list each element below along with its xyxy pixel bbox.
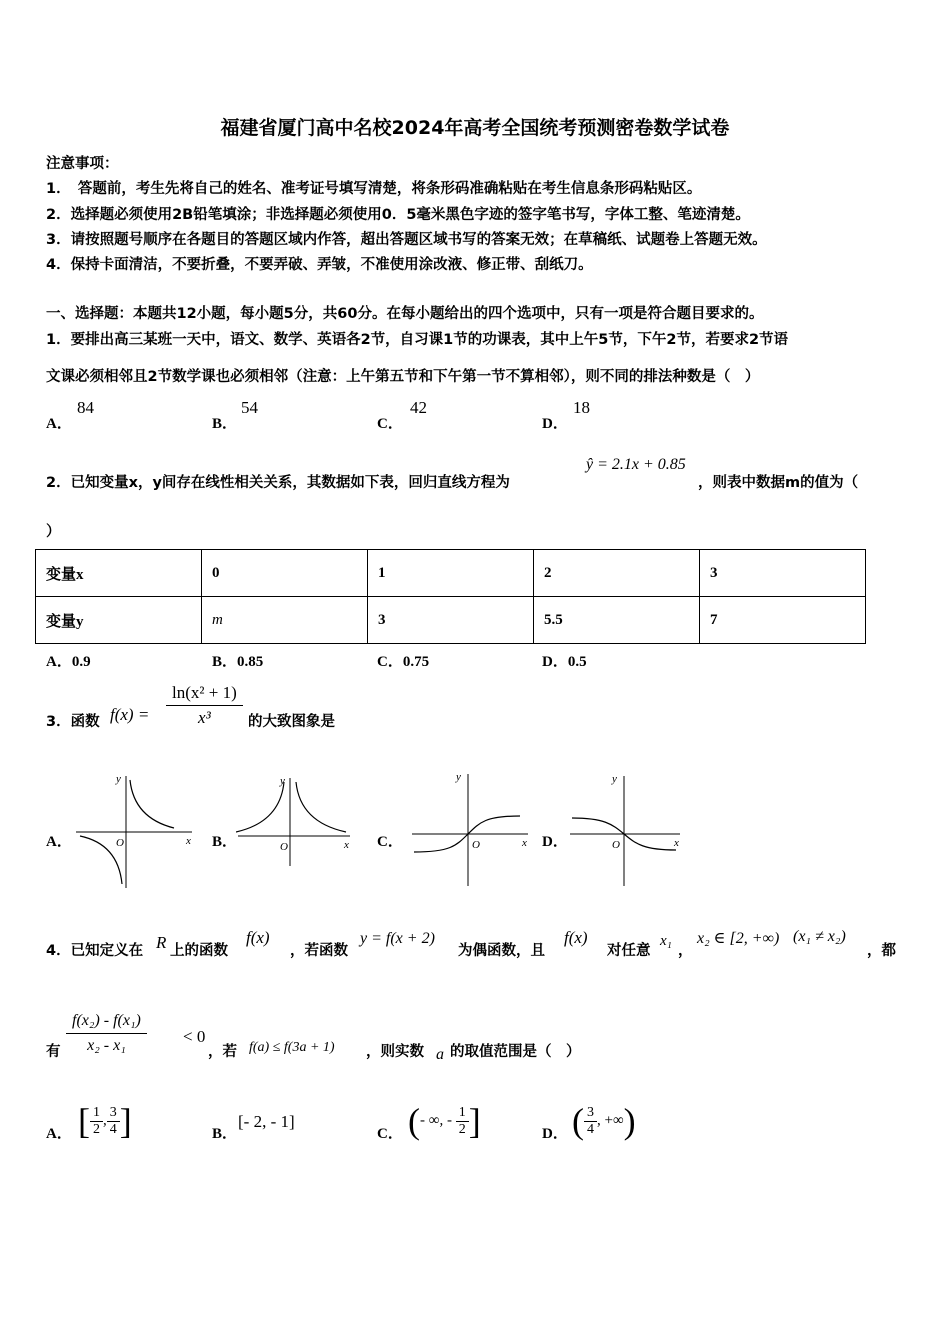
- q1-line1: 1．要排出高三某班一天中，语文、数学、英语各2节，自习课1节的功课表，其中上午5节，下午2节，若要求2节语: [46, 332, 789, 348]
- q4-option-c-letter: C．: [377, 1126, 403, 1142]
- q4-yfx2: y = f(x + 2): [360, 930, 435, 947]
- axis-label-y: y: [612, 773, 617, 785]
- q2-equation: ŷ = 2.1x + 0.85: [586, 456, 686, 473]
- q4-ruo: ，若: [208, 1044, 237, 1060]
- q1-option-d-value: 18: [573, 398, 590, 417]
- origin-label: O: [116, 837, 124, 849]
- q2-option-d: D．0.5: [542, 654, 587, 670]
- q4-option-b-letter: B．: [212, 1126, 238, 1142]
- q4-fx2: f(x): [564, 928, 588, 947]
- axis-label-y: y: [456, 771, 461, 783]
- q2-text-after: ，则表中数据m的值为（: [698, 475, 859, 491]
- q4-option-b-value: [- 2, - 1]: [238, 1112, 295, 1131]
- q4-a: a: [436, 1046, 444, 1063]
- q4-x1: x₁: [660, 933, 672, 949]
- q3-numerator: ln(x² + 1): [166, 683, 243, 706]
- q4-text-5: 对任意: [607, 943, 651, 959]
- origin-label: O: [472, 839, 480, 851]
- q2-option-b: B．0.85: [212, 654, 264, 670]
- page-title: 福建省厦门高中名校2024年高考全国统考预测密卷数学试卷: [220, 117, 730, 139]
- q1-option-b-letter: B．: [212, 416, 238, 432]
- axis-label-x: x: [344, 839, 349, 851]
- table-cell: 变量x: [36, 550, 202, 597]
- q4-fraction: [66, 1012, 147, 1055]
- q4-lt0: < 0: [183, 1027, 206, 1046]
- origin-label: O: [280, 841, 288, 853]
- q4-neq: (x₁ ≠ x₂): [793, 928, 846, 945]
- q2-option-c: C．0.75: [377, 654, 430, 670]
- table-cell: 0: [202, 550, 368, 597]
- axis-label-y: y: [280, 775, 285, 787]
- table-cell: 7: [700, 597, 866, 644]
- table-cell: m: [202, 597, 368, 644]
- q3-option-c-letter: C．: [377, 834, 403, 850]
- q2-data-table: [35, 549, 866, 644]
- q4-frac-den: x₂ - x₁: [87, 1037, 126, 1054]
- q3-suffix: 的大致图象是: [248, 714, 335, 730]
- origin-label: O: [612, 839, 620, 851]
- table-cell: 3: [368, 597, 534, 644]
- q4-x2-range: x₂ ∈ [2, +∞): [697, 930, 780, 947]
- q1-option-a-value: 84: [77, 398, 94, 417]
- q3-graph-c: [410, 766, 532, 890]
- q3-option-d-letter: D．: [542, 834, 568, 850]
- q4-frac-num: f(x₂) - f(x₁): [66, 1012, 147, 1034]
- q1-option-a-letter: A．: [46, 416, 72, 432]
- notice-item-2: 2．选择题必须使用2B铅笔填涂；非选择题必须使用0．5毫米黑色字迹的签字笔书写，字体工整、笔迹清楚。: [46, 207, 750, 223]
- q1-option-c-value: 42: [410, 398, 427, 417]
- notice-item-1: 1． 答题前，考生先将自己的姓名、准考证号填写清楚，将条形码准确粘贴在考生信息条形码粘贴区。: [46, 181, 702, 197]
- axis-label-x: x: [674, 837, 679, 849]
- q1-option-b-value: 54: [241, 398, 258, 417]
- q4-text-4: 为偶函数，且: [458, 943, 545, 959]
- table-cell: 1: [368, 550, 534, 597]
- table-row: [36, 597, 866, 644]
- q3-option-a-letter: A．: [46, 834, 72, 850]
- table-cell: 变量y: [36, 597, 202, 644]
- q3-graph-b: [236, 770, 354, 890]
- q4-inequality: f(a) ≤ f(3a + 1): [249, 1040, 335, 1055]
- q1-line2: 文课必须相邻且2节数学课也必须相邻（注意：上午第五节和下午第一节不算相邻），则不同的排法种数是（ ）: [46, 369, 760, 385]
- q4-option-d-letter: D．: [542, 1126, 568, 1142]
- notice-item-4: 4．保持卡面清洁，不要折叠，不要弄破、弄皱，不准使用涂改液、修正带、刮纸刀。: [46, 257, 593, 273]
- q4-r: R: [156, 933, 167, 952]
- q3-graph-d: [568, 770, 684, 890]
- q2-close-paren: ）: [46, 524, 61, 540]
- table-cell: 3: [700, 550, 866, 597]
- axis-label-x: x: [522, 837, 527, 849]
- q4-option-a-letter: A．: [46, 1126, 72, 1142]
- q4-text-8: 的取值范围是（ ）: [450, 1044, 581, 1060]
- notice-item-3: 3．请按照题号顺序在各题目的答题区域内作答，超出答题区域书写的答案无效；在草稿纸、试题卷上答题无效。: [46, 232, 767, 248]
- q3-option-b-letter: B．: [212, 834, 238, 850]
- q4-comma: ，: [678, 943, 693, 959]
- q4-option-c-value: (- ∞, - $\frac{1}{2}$ ]: [408, 1101, 481, 1141]
- q3-denominator: x³: [198, 708, 211, 727]
- q3-func-lhs: f(x) =: [110, 705, 150, 724]
- q4-option-a-value: [ $\frac{1}{2}$ , $\frac{3}{4}$ ]: [78, 1101, 132, 1141]
- q4-text-7: ，则实数: [366, 1044, 424, 1060]
- table-cell: 2: [534, 550, 700, 597]
- q2-option-a: A．0.9: [46, 654, 91, 670]
- axis-label-x: x: [186, 835, 191, 847]
- q3-graph-a: [74, 770, 196, 890]
- q4-text-6: ，都: [867, 943, 896, 959]
- section-heading: 一、选择题：本题共12小题，每小题5分，共60分。在每小题给出的四个选项中，只有一项是符合题目要求的。: [46, 306, 764, 322]
- q4-option-d-value: ( $\frac{3}{4}$ , +∞): [572, 1101, 636, 1141]
- q1-option-d-letter: D．: [542, 416, 568, 432]
- q4-text-3: ，若函数: [290, 943, 348, 959]
- q3-fraction: [166, 683, 243, 728]
- q2-text-before: 2．已知变量x，y间存在线性相关关系，其数据如下表，回归直线方程为: [46, 475, 510, 491]
- notice-heading: 注意事项：: [46, 156, 119, 172]
- q3-prefix: 3．函数: [46, 714, 100, 730]
- q4-text-1: 4．已知定义在: [46, 943, 144, 959]
- table-row: [36, 550, 866, 597]
- q1-option-c-letter: C．: [377, 416, 403, 432]
- q4-fx: f(x): [246, 928, 270, 947]
- axis-label-y: y: [116, 773, 121, 785]
- table-cell: 5.5: [534, 597, 700, 644]
- q4-text-2: 上的函数: [170, 943, 228, 959]
- q4-you: 有: [46, 1044, 61, 1060]
